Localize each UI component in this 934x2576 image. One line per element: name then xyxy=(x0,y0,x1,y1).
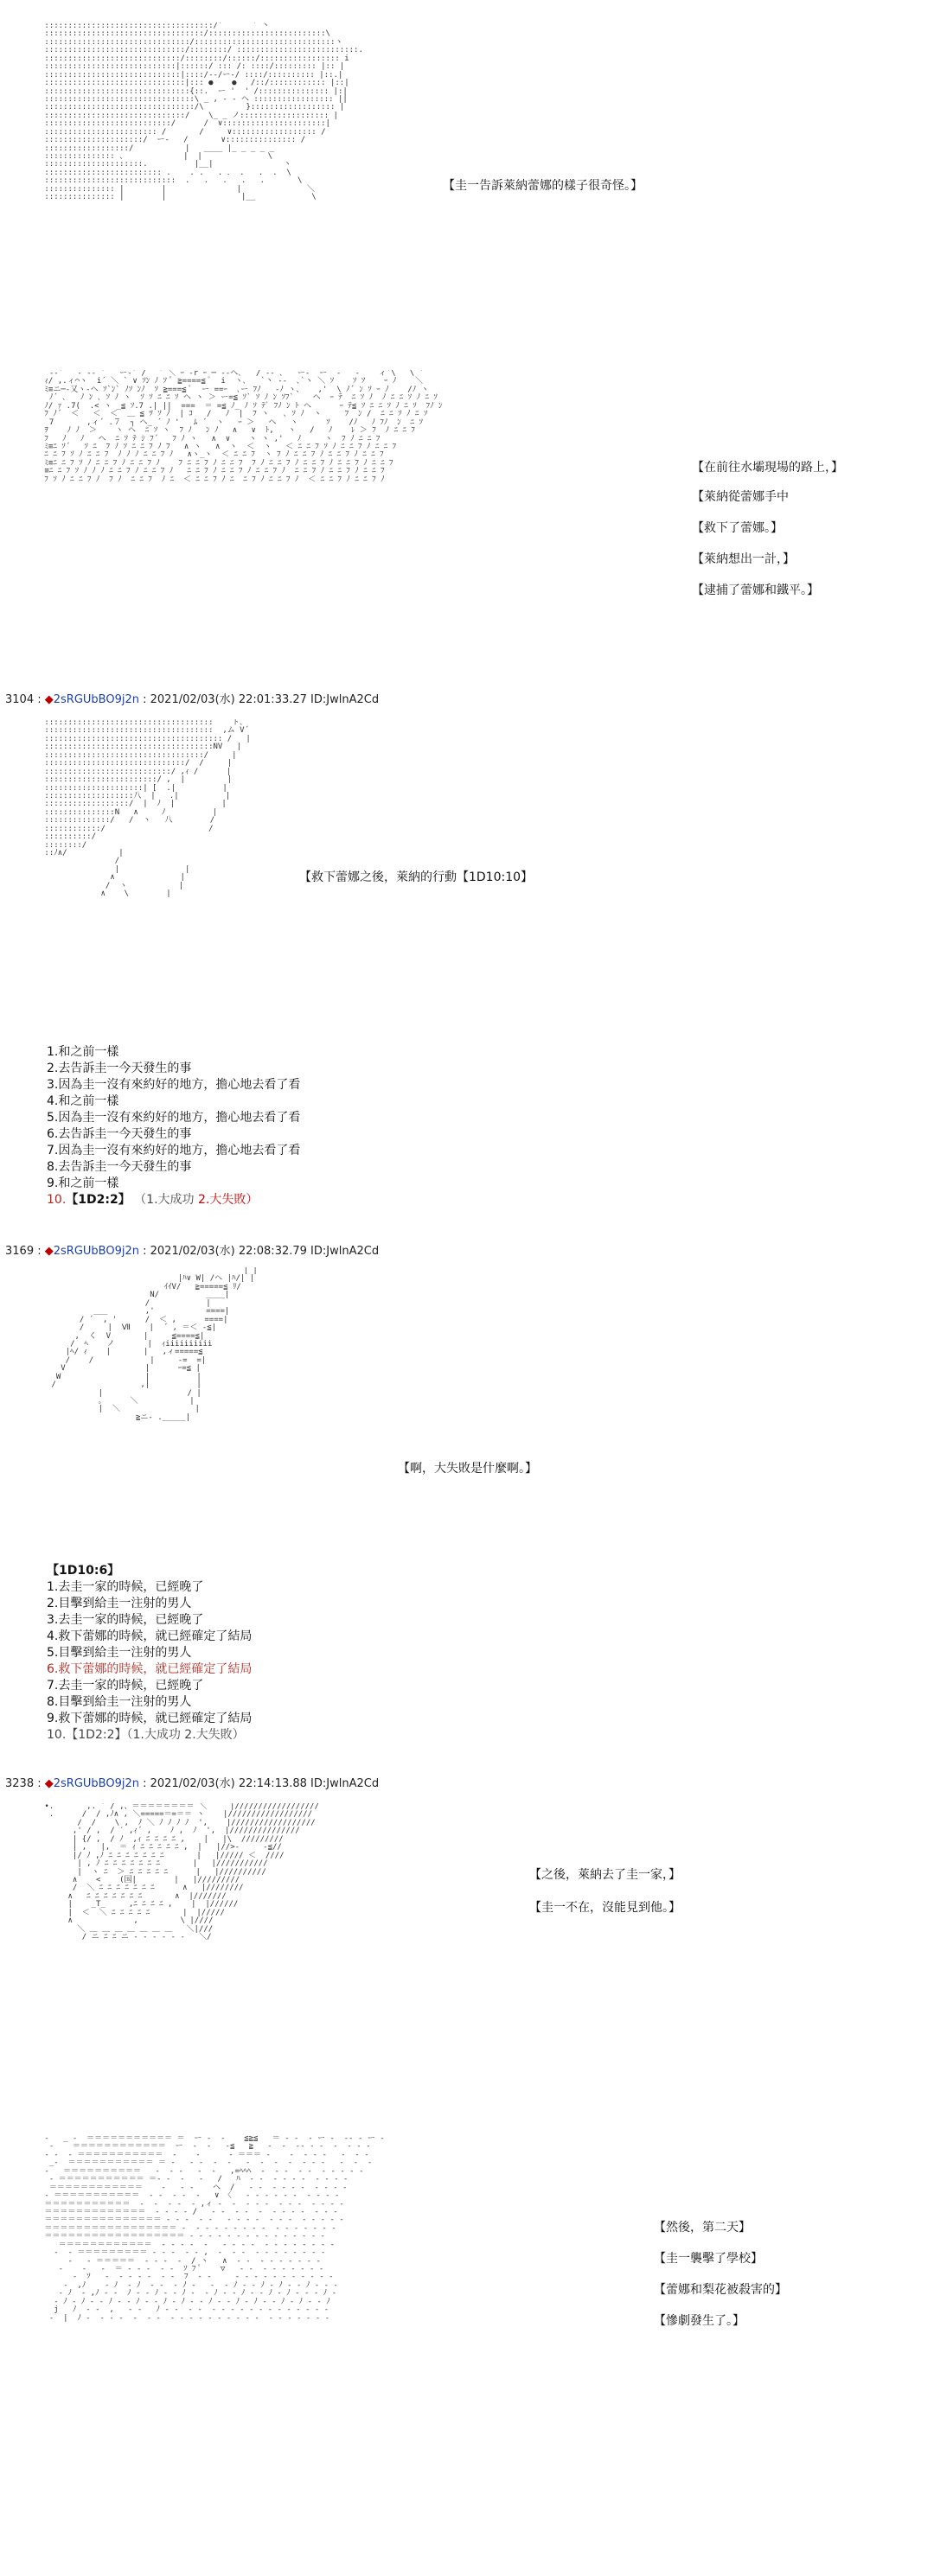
choice-item: 4.救下蕾娜的時候，就已經確定了結局 xyxy=(47,1629,253,1643)
ascii-art-2: -‐´ ‐ -‐ ´ ー-´ /￣ ` ＼ ｰ -r ｰ ─ -‐ヘ､ / ‐- ､ ー- ー ‐ ‐ ィ´\ \ ` ｨ/ ,.ィ⌒ヽ i´ ＼ ` ∨ ｿﾝ ﾉ ｿ ﾟ ≧====≦ ﾟ i ヽ､ `丶 ‐- ､`ヽ ＼ ｿ ｿ ｿ ｰ ﾉ ＼ ﾐ≡ニ─-又ヽ-ヘ ｿ`ﾝ` ﾉｿ ﾝﾉ ｿ ≧===≦ ﾟ ー ==ｰ ､ー ﾌﾉ ‐ﾉ ヽ、 ,' \ ﾉ´ ﾝ ｿ ｰ ﾉ /ﾉ ヽ ﾉ´ ､ ﾉ ﾝ ､ ｿ ﾉ ヽ ｿ ｿ ﾆ ﾆ ｿ ヘ ヽ ＞ ー=≦ ｿ` ｿ ﾉ ﾝ ｿﾌ` ヘ ｰ ﾃ ﾆ ｿ ﾉ ﾉ ﾆ ﾆ ｿ ﾉ ﾆ ｿ ﾉ/ ｧ .7( .< ヽ _≦ ｿ.7 .| || === ＝ =≦ ﾉ_ ﾉ ｿ ﾃﾞ ﾌﾉ ﾝ ﾄ ヘ ｰ ﾃ≦ ｿ ﾆ ﾆ ｿ ﾉ ﾆ ｿ ﾌﾉ ﾝ ﾌ ﾉ´ ＜ ＜ ＜ ＿ ≦ ﾂ ｿ ﾉ | ｺ / ﾉ | ﾌ ヽ ､ ｿ ﾉ ヽ ﾌ ﾝ / ﾆ ﾆ ｿ ﾉ ﾆ ｿ 7 ,ィ´ .７ ┐ ヘ_ ´ ﾉ ' ﾑ ´ ヽ ｰ ＞ ヘ ヽ ｿ /ﾉ ﾉ ﾌﾉ ﾝ ﾆ ｿ ｦ ﾉ ﾉ ＞ ヽ ヘ ﾆ ｿ ヽ ﾌ ﾉ ﾝ ﾉ ∧ ∨ ﾄ, ヽ / ﾉ ﾚ ＞ ﾌ ﾉ ﾆ ﾆ ﾌ ﾌ ﾉ ﾉ ヘ ﾆ ｿ ﾃ ｼ ﾌ´ ﾌ ﾉ ヽ ∧ ∨ ヽ ヽ ,' ﾉ ヽ ﾌ ﾉ ﾆ ﾆ ﾌ ﾐ≡ﾆ ｿ´ ｿ ﾆ ﾌ ﾉ ｿ ﾆ ﾆ ﾌ ﾉ ﾌ ∧ ヽ ∧ ヽ ＜ ヽ ＜ ﾆ ﾆ ﾌ ｿ ﾉ ﾆ ﾆ ﾌ ﾉ ﾆ ﾆ ﾌ ﾆ ﾆ ﾌ ｿ ﾉ ﾆ ﾆ ﾌ ﾉ ﾉ ﾉ ﾆ ﾆ ﾌ ﾉ ∧ヽ_ヽ ＜ ﾆ ﾆ ﾌ ヽ ﾌ ﾉ ﾆ ﾆ ﾌ ﾉ ﾆ ﾆ ﾌ ﾉ ﾆ ﾆ ﾌ ﾐ≡ﾆ ﾆ ﾌ ｿ ﾉ ﾆ ﾆ ﾌ ﾉ ﾆ ﾆ ﾌ ﾉ ﾌ ﾆ ﾆ ﾌ ﾉ ﾆ ﾆ ﾌ ﾌ ﾉ ﾆ ﾆ ﾌ ﾉ ﾆ ﾆ ﾌ ﾉ ﾆ ﾆ ﾌ ﾉ ﾆ ﾆ ﾌ ≡ﾆ ﾆ ﾌ ｿ ﾉ ﾉ ﾉ ﾆ ﾆ ﾌ ﾉ ﾆ ﾆ ﾌ ﾉ ﾆ ﾆ ﾌ ﾉ ﾆ ﾆ ﾌ ﾉ ﾆ ﾆ ﾌ ﾉ ﾆ ﾆ ﾌ ﾉ ﾆ ﾆ ﾌ ﾉ ﾆ ﾆ ﾌ ﾌ ｿ ﾉ ﾆ ﾆ ﾌ ﾉ ﾌ ﾉ ﾆ ﾆ ﾌ ﾉ ﾆ ＜ ﾆ ﾆ ﾌ ﾉ ﾆ ﾆ ﾌ ﾉ ﾆ ﾆ ﾌ ﾉ ＜ ﾆ ﾆ ﾌ ﾉ ﾆ ﾆ ﾌ ﾉ xyxy=(44,370,443,484)
choice-item: 3.去圭一家的時候，已經晚了 xyxy=(47,1613,204,1627)
choice-item: 9.和之前一樣 xyxy=(47,1176,119,1190)
choice-item: 4.和之前一樣 xyxy=(47,1094,119,1108)
choice-item: 2.去告訴圭一今天發生的事 xyxy=(47,1062,192,1075)
ascii-art-4: | | |ﾊ∨ W| /ヘ |ﾊ/| | ｲｲV/ ≧=====≦ ﾘ/ N/ ____| / | ___ ,' ====| / ´ , ' / ＜ , ====| / | Ⅶ | ´ , ＝＜ ‐≦| , く V | ≦====≦| / ﾍ ノ | ｨiiiiiiiiii |ﾍ/ ｨ | | ,ィ=====≦ / / | ‐= =| V | ｰ=≦ | W | | / ,| | | / | ｡ ＼ | | ＼ | ≧ニ- ._____| xyxy=(51,1267,258,1422)
choice-item: 2.目擊到給圭一注射的男人 xyxy=(47,1597,192,1610)
post-number: 3104 xyxy=(5,693,35,706)
ascii-art-6: ‐ _ - ＝＝＝＝＝＝＝＝＝＝＝ ＝ ー - ‐ ≦≧≦ ＝ ‐ ‐ ‐ ー ‐ ‐- - ー ‐ - ＝＝＝＝＝＝＝＝＝＝＝＝ ー ‐ ‐ ‐≦ ≧ ‐ ‐ ‐- ‐ ‐ ‐ ‐ ‐ ‐ ‐ - ‐ ＝＝＝＝＝＝＝＝＝＝＝ ‐ ‐ ‐ ＝＝＝ ‐ ‐ ‐ ‐ ‐ ‐ ‐ ‐ _- ＝＝＝＝＝＝＝＝＝＝＝ ＝ ‐ ‐ ‐ ‐ ‐ ‐ ‐ ‐ ‐ ‐ ‐ ‐ ‐ ‐ ‐ ‐ ＝＝＝＝＝＝＝＝＝＝ ‐ ‐ - ‐ ‐ ,=ﾍﾍﾍ ‐ ‐ ‐ ‐ ‐ ‐ ‐ ‐ ‐ ‐ ‐ ＝＝＝＝＝＝＝＝＝＝＝ ＝‐ ‐ ‐ ‐ / ﾊ ‐ ‐ ‐ ‐ ‐ ‐ ‐ ‐ ‐ ‐ ＝＝＝＝＝＝＝＝＝＝＝＝ ‐ ‐ ‐ ヘ / ‐ ‐ ‐ ‐ ‐ ‐ ‐ ‐ ‐ ‐ ‐ ＝＝＝＝＝＝＝＝＝＝＝ ‐ ‐ ‐ - ‐ ∨ 〈 ‐ ‐ ‐ ‐ ‐ ‐ ‐ ‐ ‐ ‐ ＝＝＝＝＝＝＝＝＝＝＝ ‐ ‐ ‐ ‐ ‐ ,ィ ‐ ‐ ‐ ‐ ‐ ‐ ‐ ‐ ‐ ‐ ‐ ‐ ＝＝＝＝＝＝＝＝＝＝＝＝＝ ‐ ‐ ‐ ‐ / ‐ ‐ ‐ ‐ ‐ ‐ ‐ ‐ ‐ ‐ ‐ ‐ ＝＝＝＝＝＝＝＝＝＝＝＝＝＝＝ ‐ ‐ ‐ ‐ ‐ ‐ ‐ ‐ ‐ ‐ ‐ ‐ ‐ ‐ ‐ ‐ ‐ ＝＝＝＝＝＝＝＝＝＝＝＝＝＝＝＝＝ ‐ ‐ ‐ ‐ ‐ ‐ ‐ ‐ ‐ ‐ ‐ ‐ ‐ ‐ ‐ ‐ ＝＝＝＝＝＝＝＝＝＝＝＝＝＝＝＝＝＝ ‐ ‐ ‐ ‐ ‐ ‐ ‐ ‐ ‐ ‐ ‐ ‐ ‐ ‐ ‐ ＝＝＝＝＝＝＝＝＝＝＝＝ ‐ ‐ ‐ ‐ ‐ ‐ ‐ ‐ ‐ ‐ ‐ ‐ ‐ ‐ ‐ ‐ ‐ ‐ ‐ ＝＝＝＝＝＝＝＝＝ ‐ ‐ ‐ ‐ ‐ , ‐ ‐ ‐ ‐ ‐ ‐ ‐ ‐ ‐ ‐ ‐ ‐ ‐ ＝＝＝＝＝ ‐ ‐ ‐ ‐ / ヽ ∧ ‐ ‐ ‐ ‐ ‐ ‐ ‐ ‐ ‐ ‐ ‐ ‐ ＝ ‐ ‐ ‐ ‐ ‐ ｿ ﾌ ﾟ ▽ ‐ ‐ ‐ ‐ ‐ ‐ ‐ ‐ ‐ ‐ ｿ ‐ ‐ ‐ ‐ ‐ ‐ ‐ ﾌ ‐ ‐ ‐ ‐ ‐ ‐ ‐ ‐ ‐ ‐ ‐ ‐ ‐ ‐ ,ﾉ ‐ ﾉ ‐ ﾉ ‐ ‐ ‐ ﾉ ‐ ‐ ‐ ﾉ ‐ ‐ ﾉ ‐ ﾉ ‐ ‐ ﾉ ‐ ‐ ‐ ‐ ﾉ ‐ ,ﾉ ‐ ‐ ﾉ ‐ ‐ ﾉ ‐ ‐ ﾉ ‐ ‐ ﾉ ‐ ‐ ﾉ ‐ ‐ ﾉ ‐ ﾉ ‐ ‐ ‐ ﾉ ‐ ‐ ﾉ ‐ ﾉ ‐ ‐ ﾉ ‐ ‐ ﾉ ‐ ‐ ﾉ ‐ ﾉ ‐ ‐ ﾉ ‐ ‐ ﾉ ‐ ﾉ ‐ ‐ ﾉ ‐ ﾉ ‐ ‐ ﾉ j ﾉ ‐ ‐ , ‐ ‐ ﾉ ‐ ‐ ‐ ‐ ‐ ‐ ‐ ‐ ‐ ‐ ‐ ‐ ‐ ‐ ‐ ‐ ‐ ‐ | ﾉ ‐ ‐ ‐ ‐ ‐ ‐ ‐ ‐ ‐ ‐ ‐ ‐ ‐ ‐ ‐ ‐ ‐ ‐ ‐ ‐ ‐ ‐ ‐ ‐ xyxy=(44,2135,385,2323)
diamond-icon: ◆ xyxy=(44,693,54,706)
poster-id: ID:JwlnA2Cd xyxy=(310,1777,380,1790)
ascii-art-3: :::::::::::::::::::::::::::::::::::: ト､ :::::::::::::::::::::::::::::::::::: ,ム V´ :::::::::::::::::::::::::::::::::::::: / | ::::::::::::::::::::::::::::::::::::NV | ::::::::::::::::::::::::::::::::::/ | ::::::::::::::::::::::::::::::/ / | :::::::::::::::::::::::::::/ ,ｨ / | ::::::::::::::::::::::::/ , | | :::::::::::::::::::::| [ .| | :::::::::::::::::::八 | .| | ::::::::::::::::::/ | ﾉ | | :::::::::::::::N ∧ ﾉ | ::::::::::::::/ / ヽ 八 / ::::::::::::/ / ::::::::::/ ::::::::/ ::ﾉ∧/ | / | | ∧ | / ヽ | ∧ \ | xyxy=(44,719,251,899)
roll-option-good: （1.大成功 xyxy=(134,1193,195,1207)
choice-item: 8.去告訴圭一今天發生的事 xyxy=(47,1160,192,1174)
caption-6-1: 【然後，第二天】 xyxy=(654,2221,751,2235)
post-header-3: 3238 : ◆2sRGUbBO9j2n : 2021/02/03(水) 22:14:13.88 ID:JwlnA2Cd xyxy=(5,1777,380,1790)
post-datetime: 2021/02/03(水) 22:01:33.27 xyxy=(150,693,307,706)
choice-item-selected: 6.救下蕾娜的時候，就已經確定了結局 xyxy=(47,1662,253,1676)
poster-id: ID:JwlnA2Cd xyxy=(310,1245,380,1258)
poster-id: ID:JwlnA2Cd xyxy=(310,693,380,706)
dice-roll-line xyxy=(47,1192,300,1208)
caption-3: 【救下蕾娜之後，萊納的行動【1D10:10】 xyxy=(299,870,534,884)
post-header-1: 3104 : ◆2sRGUbBO9j2n : 2021/02/03(水) 22:01:33.27 ID:JwlnA2Cd xyxy=(5,693,380,706)
choice-item: 5.目擊到給圭一注射的男人 xyxy=(47,1646,192,1660)
dice-roll-line: 10.【1D2:2】（1.大成功 2.大失敗） xyxy=(47,1728,245,1742)
caption-2-4: 【萊納想出一計，】 xyxy=(692,552,795,566)
poster-name[interactable]: 2sRGUbBO9j2n xyxy=(53,1777,139,1790)
choice-item: 8.目擊到給圭一注射的男人 xyxy=(47,1695,192,1709)
poster-name[interactable]: 2sRGUbBO9j2n xyxy=(53,1245,139,1258)
choice-item: 5.因為圭一沒有來約好的地方，擔心地去看了看 xyxy=(47,1111,301,1125)
choice-item: 1.和之前一樣 xyxy=(47,1045,119,1059)
choice-list-2 xyxy=(47,1563,252,1744)
choice-item: 7.因為圭一沒有來約好的地方，擔心地去看了看 xyxy=(47,1144,301,1157)
post-header-2: 3169 : ◆2sRGUbBO9j2n : 2021/02/03(水) 22:08:32.79 ID:JwlnA2Cd xyxy=(5,1245,380,1258)
caption-2-1: 【在前往水壩現場的路上，】 xyxy=(692,461,843,475)
choice-item: 7.去圭一家的時候，已經晚了 xyxy=(47,1679,204,1693)
caption-6-3: 【蕾娜和梨花被殺害的】 xyxy=(654,2283,787,2297)
ascii-art-1: ::::::::::::::::::::::::::::::::::::/´ ￣ ￣ ` 丶 ::::::::::::::::::::::::::::::::::/:::::::::::::::::::::::::\ :::::::::::::::::::::::::::::::/::::::::::::::::::::::::::::::ヽ ::::::::::::::::::::::::::::::/::::::::/ ::::::::::::::::::::::::::. :::::::::::::::::::::::::::::/::::::::/::::::/::::::::::::::::: i ::::::::::::::::::::::::::::|::::::/ ::: /: ::::/::::::::: |:: | :::::::::::::::::::::::::::::|::::/-‐/ー-/ ::::/:::::::::: |::.| ::::::::::::::::::::::::::::::|::: ● ● /::/:::::::::::: |::| :::::::::::::::::::::::::::::::{::. ー ' ' /::::::::::::::: |:| ::::::::::::::::::::::::::::::::\ _ , - ‐ ヘ ::::::::::::::::: || ::::::::::::::::::::::::::::::::/\ }:::::::::::::::::: | ::::::::::::::::::::::::::::::/ \_ _ ノ::::::::::::::::::: | :::::::::::::::::::::::::::/ / ∨::::::::::::::::::::::| :::::::::::::::::::::::: / / ∨:::::::::::::::::: / :::::::::::::::::::::/ ー- / ∨::::::::::::::: / ::::::::::::::::::/ | ____ |_ _ _ _ _ ::::::::::::::: 、 | | \ :::::::::::::::::::::. |__| ヽ ::::::::::::::::::::::::: . . . . ． . . . \ :::::::::::::::::::::::::::: . . . . . \ ::::::::::::::: | | | ＼ ::::::::::::::: | | |__ \ xyxy=(44,22,363,202)
caption-4: 【啊，大失敗是什麼啊。】 xyxy=(398,1462,537,1476)
diamond-icon: ◆ xyxy=(44,1245,54,1258)
caption-2-3: 【救下了蕾娜。】 xyxy=(692,521,783,535)
poster-name[interactable]: 2sRGUbBO9j2n xyxy=(53,693,139,706)
caption-6-2: 【圭一襲擊了學校】 xyxy=(654,2252,763,2266)
choice-item: 3.因為圭一沒有來約好的地方，擔心地去看了看 xyxy=(47,1078,301,1092)
caption-6-4: 【慘劇發生了。】 xyxy=(654,2314,745,2328)
caption-2-5: 【逮捕了蕾娜和鐵平。】 xyxy=(692,583,819,597)
dice-result: 【1D10:6】 xyxy=(47,1564,120,1578)
caption-2-2: 【萊納從蕾娜手中 xyxy=(692,490,789,504)
choice-item: 9.救下蕾娜的時候，就已經確定了結局 xyxy=(47,1712,253,1725)
post-number: 3169 xyxy=(5,1245,35,1258)
caption-1: 【圭一告訴萊納蕾娜的樣子很奇怪。】 xyxy=(443,179,643,193)
ascii-art-5: •. ,. ´ / ,、＝＝＝＝＝＝＝＝ ＼ |////////////////// . / / ,ﾉ∧ , ＼=====＝=＝＝ ヽ |////////////////// / / \ , ﾉ ＼ ﾉ ﾉ ﾉ ﾉ ', |////////////////// ,' / , / ′ ,ｨ´ , ﾉ , ﾉ ', |/////////////// | {/ , / ﾉ ,ｨ ﾆ ﾆ ﾆ ﾆ , | |\ ///////// | , |, ＝ ｨ ﾆ ﾆ ﾆ ﾆ ﾆ , | |//>- -≦// |/ ﾉ ,ﾉ ﾆ ﾆ ﾆ ﾆ ﾆ ﾆ ﾆ | |///// ＜ //// | , ﾉ ﾆ ﾆ ﾆ ﾆ ﾆ ﾆ ﾆ | |/////////// | ヽ ﾆ ＞ ﾆ ﾆ ﾆ ﾆ ﾆ | |////////// ∧ < (国| | |///////// / ＼ ﾆ ﾆ ﾆ ﾆ ﾆ ﾆ ﾆ ∧ |//////// ∧ ﾆ ﾆ ﾆ ﾆ ﾆ ﾆ ﾆ ∧ |/////// | _T_ ,ﾆ ﾆ ﾆ ﾆ , | |////// | ＜ ＼ ﾆ ﾆ ﾆ ﾆ ﾆ | |///// ∧ , \ |//// ＼ ＿ ＿ ＿ ＿ ＿ ＿ ＿ ＼|/// / ニ ﾆ ﾆ ニ - - - - - - ＼/ xyxy=(44,1803,319,1942)
diamond-icon: ◆ xyxy=(44,1777,54,1790)
dice-result: 【1D2:2】 xyxy=(66,1193,131,1207)
choice-item: 1.去圭一家的時候，已經晚了 xyxy=(47,1580,204,1594)
choice-number: 10. xyxy=(47,1193,67,1207)
post-datetime: 2021/02/03(水) 22:14:13.88 xyxy=(150,1777,307,1790)
caption-5-2: 【圭一不在，沒能見到他。】 xyxy=(529,1901,681,1915)
choice-list-1 xyxy=(47,1044,300,1208)
post-number: 3238 xyxy=(5,1777,35,1790)
roll-option-bad: 2.大失敗） xyxy=(197,1193,259,1207)
caption-5-1: 【之後，萊納去了圭一家，】 xyxy=(529,1868,681,1882)
choice-item: 6.去告訴圭一今天發生的事 xyxy=(47,1127,192,1141)
post-datetime: 2021/02/03(水) 22:08:32.79 xyxy=(150,1245,307,1258)
